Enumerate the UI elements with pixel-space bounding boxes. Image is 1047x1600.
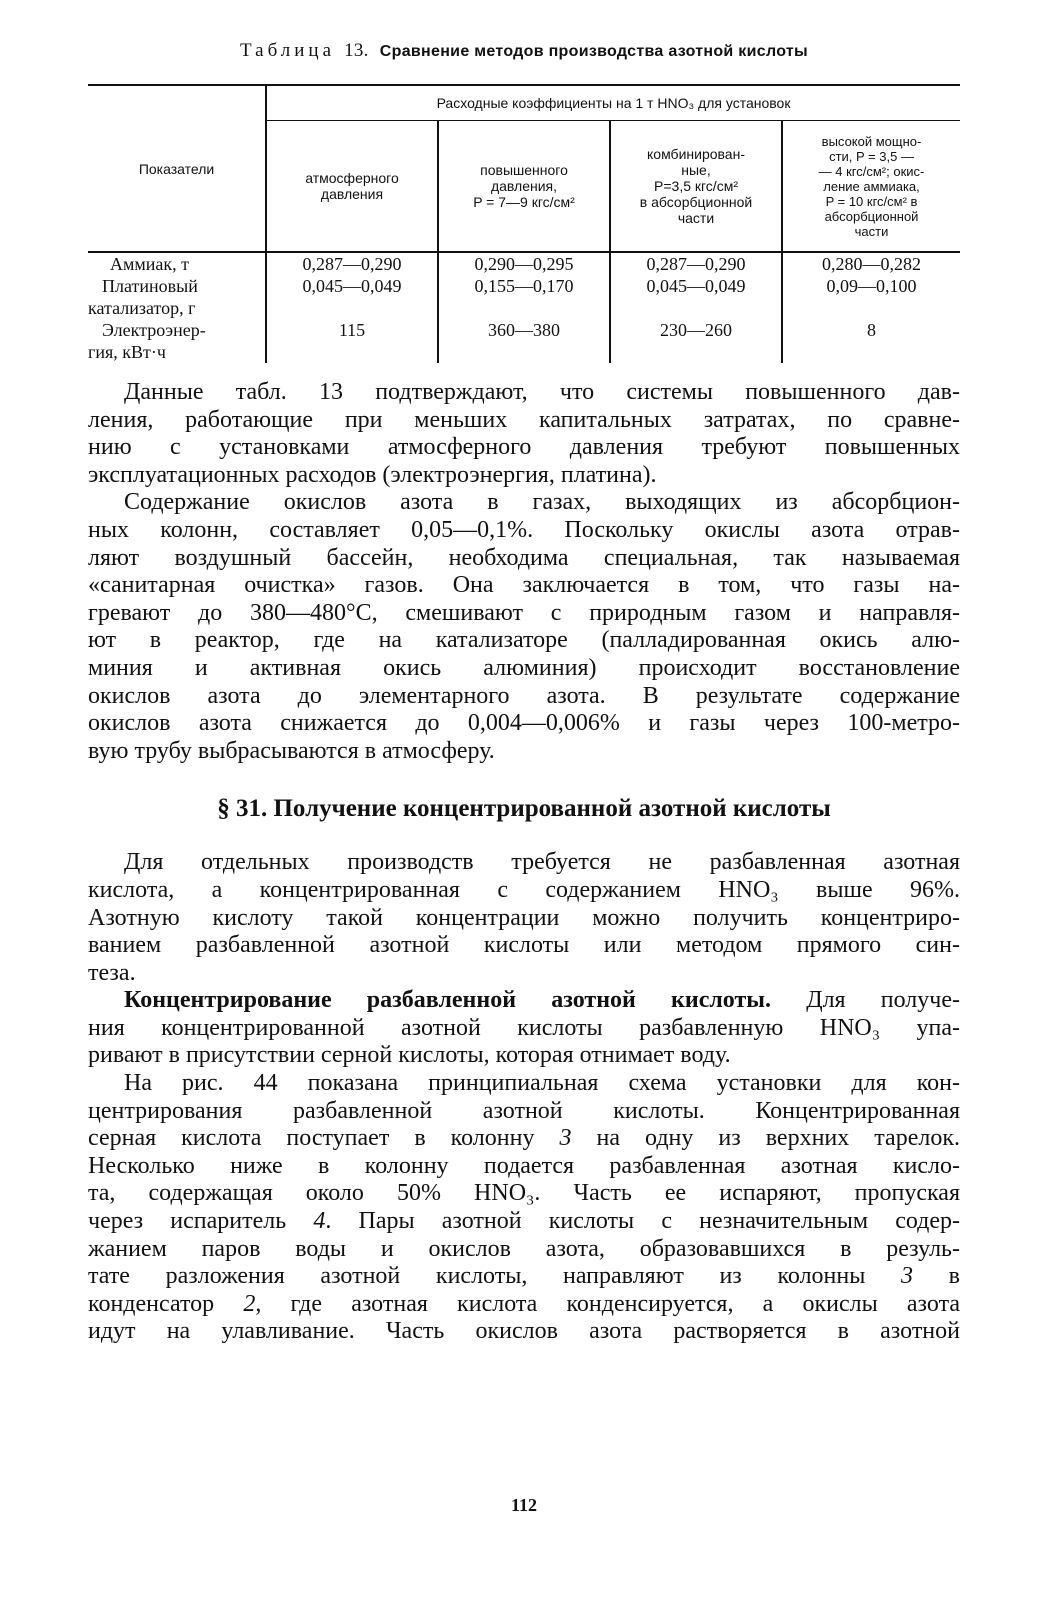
- ref-column-3b: 3: [901, 1263, 914, 1290]
- page: [88, 40, 961, 1515]
- values-combined: 0,287—0,290 0,045—0,049 230—260: [610, 252, 782, 363]
- table-caption: [88, 40, 960, 62]
- paragraph-figure-44: На рис. 44 показана принципиальная схема установки для кон- центрирования разбавленной азотной кислоты. Концентрированная серная кислота поступает в колонну 3 на одну из верхних тарелок. Несколько ниже в колонну подается разбавленная азотная кисло- та, содержащая около 50% HNO₃. Часть ее испаряют, пропуская через испаритель 4. Пары азотной кислоты с незначительным содер- жанием паров воды и окислов азота, образовавшихся в резуль- тате разложения азотной кислоты, направляют из колонны 3 в конденсатор 2, где азотная кислота конденсируется, а окислы азота идут на улавливание. Часть окислов азота растворяется в азотной: [88, 1070, 961, 1345]
- run-in-heading: Концентрирование разбавленной азотной кислоты.: [124, 987, 772, 1014]
- ref-condenser-2: 2: [243, 1290, 256, 1317]
- column-header-atmospheric: атмосферного давления: [266, 121, 438, 253]
- paragraph-concentrating-dilute-acid: Концентрирование разбавленной азотной кислоты. Для получе- ния концентрированной азотной кислоты разбавленную HNO₃ упа- ривают в присутствии серной кислоты, которая отнимает воду.: [88, 987, 960, 1069]
- paragraph-table-conclusion: Данные табл. 13 подтверждают, что системы повышенного дав- ления, работающие при меньших капитальных затратах, по сравне- нию с установками атмосферного давления требуют повышенных эксплуатационных расходов (электроэнергия, платина).: [88, 379, 960, 488]
- ref-column-3: 3: [559, 1125, 572, 1152]
- stub-header: Показатели: [88, 85, 266, 252]
- comparison-table: [88, 84, 960, 363]
- paragraph-sanitary-cleaning: Содержание окислов азота в газах, выходящих из абсорбцион- ных колонн, составляет 0,05—0,1%. Поскольку окислы азота отрав- ляют воздушный бассейн, необходима специальная, так называемая «санитарная очистка» газов. Она заключается в том, что газы на- гревают до 380—480°С, смешивают с природным газом и направля- ют в реактор, где на катализаторе (палладированная окись алю- миния и активная окись алюминия) происходит восстановление окислов азота до элементарного азота. В результате содержание окислов азота снижается до 0,004—0,006% и газы через 100-метро- вую трубу выбрасываются в атмосферу.: [88, 489, 960, 764]
- paragraph-concentrated-acid: Для отдельных производств требуется не разбавленная азотная кислота, а концентрированная с содержанием HNO₃ выше 96%. Азотную кислоту такой концентрации можно получить концентриро- ванием разбавленной азотной кислоты или методом прямого син- теза.: [88, 849, 960, 986]
- ref-evaporator-4: 4: [313, 1208, 326, 1235]
- table-caption-label: Таблица: [240, 40, 336, 61]
- values-high-capacity: 0,280—0,282 0,09—0,100 8: [782, 252, 960, 363]
- group-header: Расходные коэффициенты на 1 т HNO₃ для установок: [266, 85, 960, 121]
- column-header-combined: комбинирован- ные, P=3,5 кгс/см² в абсорбционной части: [610, 121, 782, 253]
- table-row: [88, 252, 960, 363]
- column-header-high-capacity: высокой мощно- сти, P = 3,5 — — 4 кгс/см²; окис- ление аммиака, P = 10 кгс/см² в абсорбционной части: [782, 121, 960, 253]
- table-caption-text: Сравнение методов производства азотной кислоты: [379, 43, 808, 60]
- values-high-pressure: 0,290—0,295 0,155—0,170 360—380: [438, 252, 610, 363]
- column-header-high-pressure: повышенного давления, P = 7—9 кгс/см²: [438, 121, 610, 253]
- row-labels: Аммиак, т Платиновый катализатор, г Электроэнер- гия, кВт·ч: [88, 254, 206, 362]
- page-number: 112: [510, 1495, 537, 1515]
- table-caption-number: 13.: [344, 40, 369, 61]
- values-atmospheric: 0,287—0,290 0,045—0,049 115: [266, 252, 438, 363]
- section-heading: § 31. Получение концентрированной азотной кислоты: [217, 795, 831, 823]
